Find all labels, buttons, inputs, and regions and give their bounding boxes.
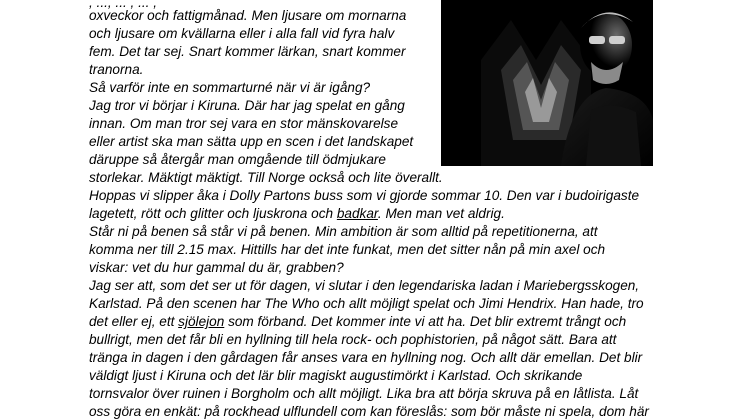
text-line: Jag ser att, som det ser ut för dagen, vi slutar i den legendariska ladan i Mariebergsskogen, <box>89 278 640 293</box>
text-line: innan. Om man tror sej vara en stor mänskovarelse <box>89 116 399 131</box>
text-line: tornsvalor över ruinen i Borgholm och allt möjligt. Lika bra att börja skruva på en låtlista. Låt <box>89 386 639 401</box>
text-segment: det eller ej, ett <box>89 314 175 329</box>
text-line: och ljusare om kvällarna eller i alla fall vid fyra halv <box>89 26 395 41</box>
text-line: , ..., ... , ... , <box>89 0 157 10</box>
portrait-photo <box>441 0 653 166</box>
text-line: fem. Det tar sej. Snart kommer lärkan, snart kommer <box>89 44 406 59</box>
portrait-image <box>441 0 653 166</box>
link-sjolejon[interactable]: sjölejon <box>178 314 225 329</box>
text-line: viskar: vet du hur gammal du är, grabben? <box>89 260 344 275</box>
text-line: Så varför inte en sommarturné när vi är igång? <box>89 80 371 95</box>
text-line: Står ni på benen så står vi på benen. Min ambition är som alltid på repetitionerna, att <box>89 224 598 239</box>
text-line: Karlstad. På den scenen har The Who och allt möjligt spelat och Jimi Hendrix. Han hade, tro <box>89 296 644 311</box>
text-segment: . Men man vet aldrig. <box>377 206 505 221</box>
text-line: däruppe så återgår man omgående till ödmjukare <box>89 152 386 167</box>
text-line: eller artist ska man sätta upp en scen i det landskapet <box>89 134 414 149</box>
text-line: komma ner till 2.15 max. Hittills har det inte funkat, men det sitter nån på min axel och <box>89 242 606 257</box>
text-line <box>89 313 626 331</box>
text-line: oss göra en enkät: på rockhead ulflundell com kan föreslås: som bör måste ni spela, dom här <box>89 404 649 419</box>
link-badkar[interactable]: badkar <box>336 206 378 221</box>
text-segment: som förband. Det kommer inte vi att ha. Det blir extremt trångt och <box>228 314 627 329</box>
text-line <box>89 205 505 223</box>
text-line: oxveckor och fattigmånad. Men ljusare om mornarna <box>89 8 407 23</box>
text-line: bullrigt, men det får bli en hyllning till hela rock- och pophistorien, på något sätt. Bara att <box>89 332 617 347</box>
text-line: tränga in dagen i den gårdagen får anses vara en hyllning nog. Och allt där emellan. Det blir <box>89 350 643 365</box>
text-line: Hoppas vi slipper åka i Dolly Partons buss som vi gjorde sommar 10. Den var i budoirigaste <box>89 188 640 203</box>
text-line: tranorna. <box>89 62 144 77</box>
text-line: Jag tror vi börjar i Kiruna. Där har jag spelat en gång <box>89 98 405 113</box>
text-line: väldigt ljust i Kiruna och det lär blir magiskt augustimörkt i Karlstad. Och skrikande <box>89 368 583 383</box>
text-segment: lagetett, rött och glitter och ljuskrona och <box>89 206 334 221</box>
text-line: storlekar. Mäktigt mäktigt. Till Norge också och lite överallt. <box>89 170 443 185</box>
